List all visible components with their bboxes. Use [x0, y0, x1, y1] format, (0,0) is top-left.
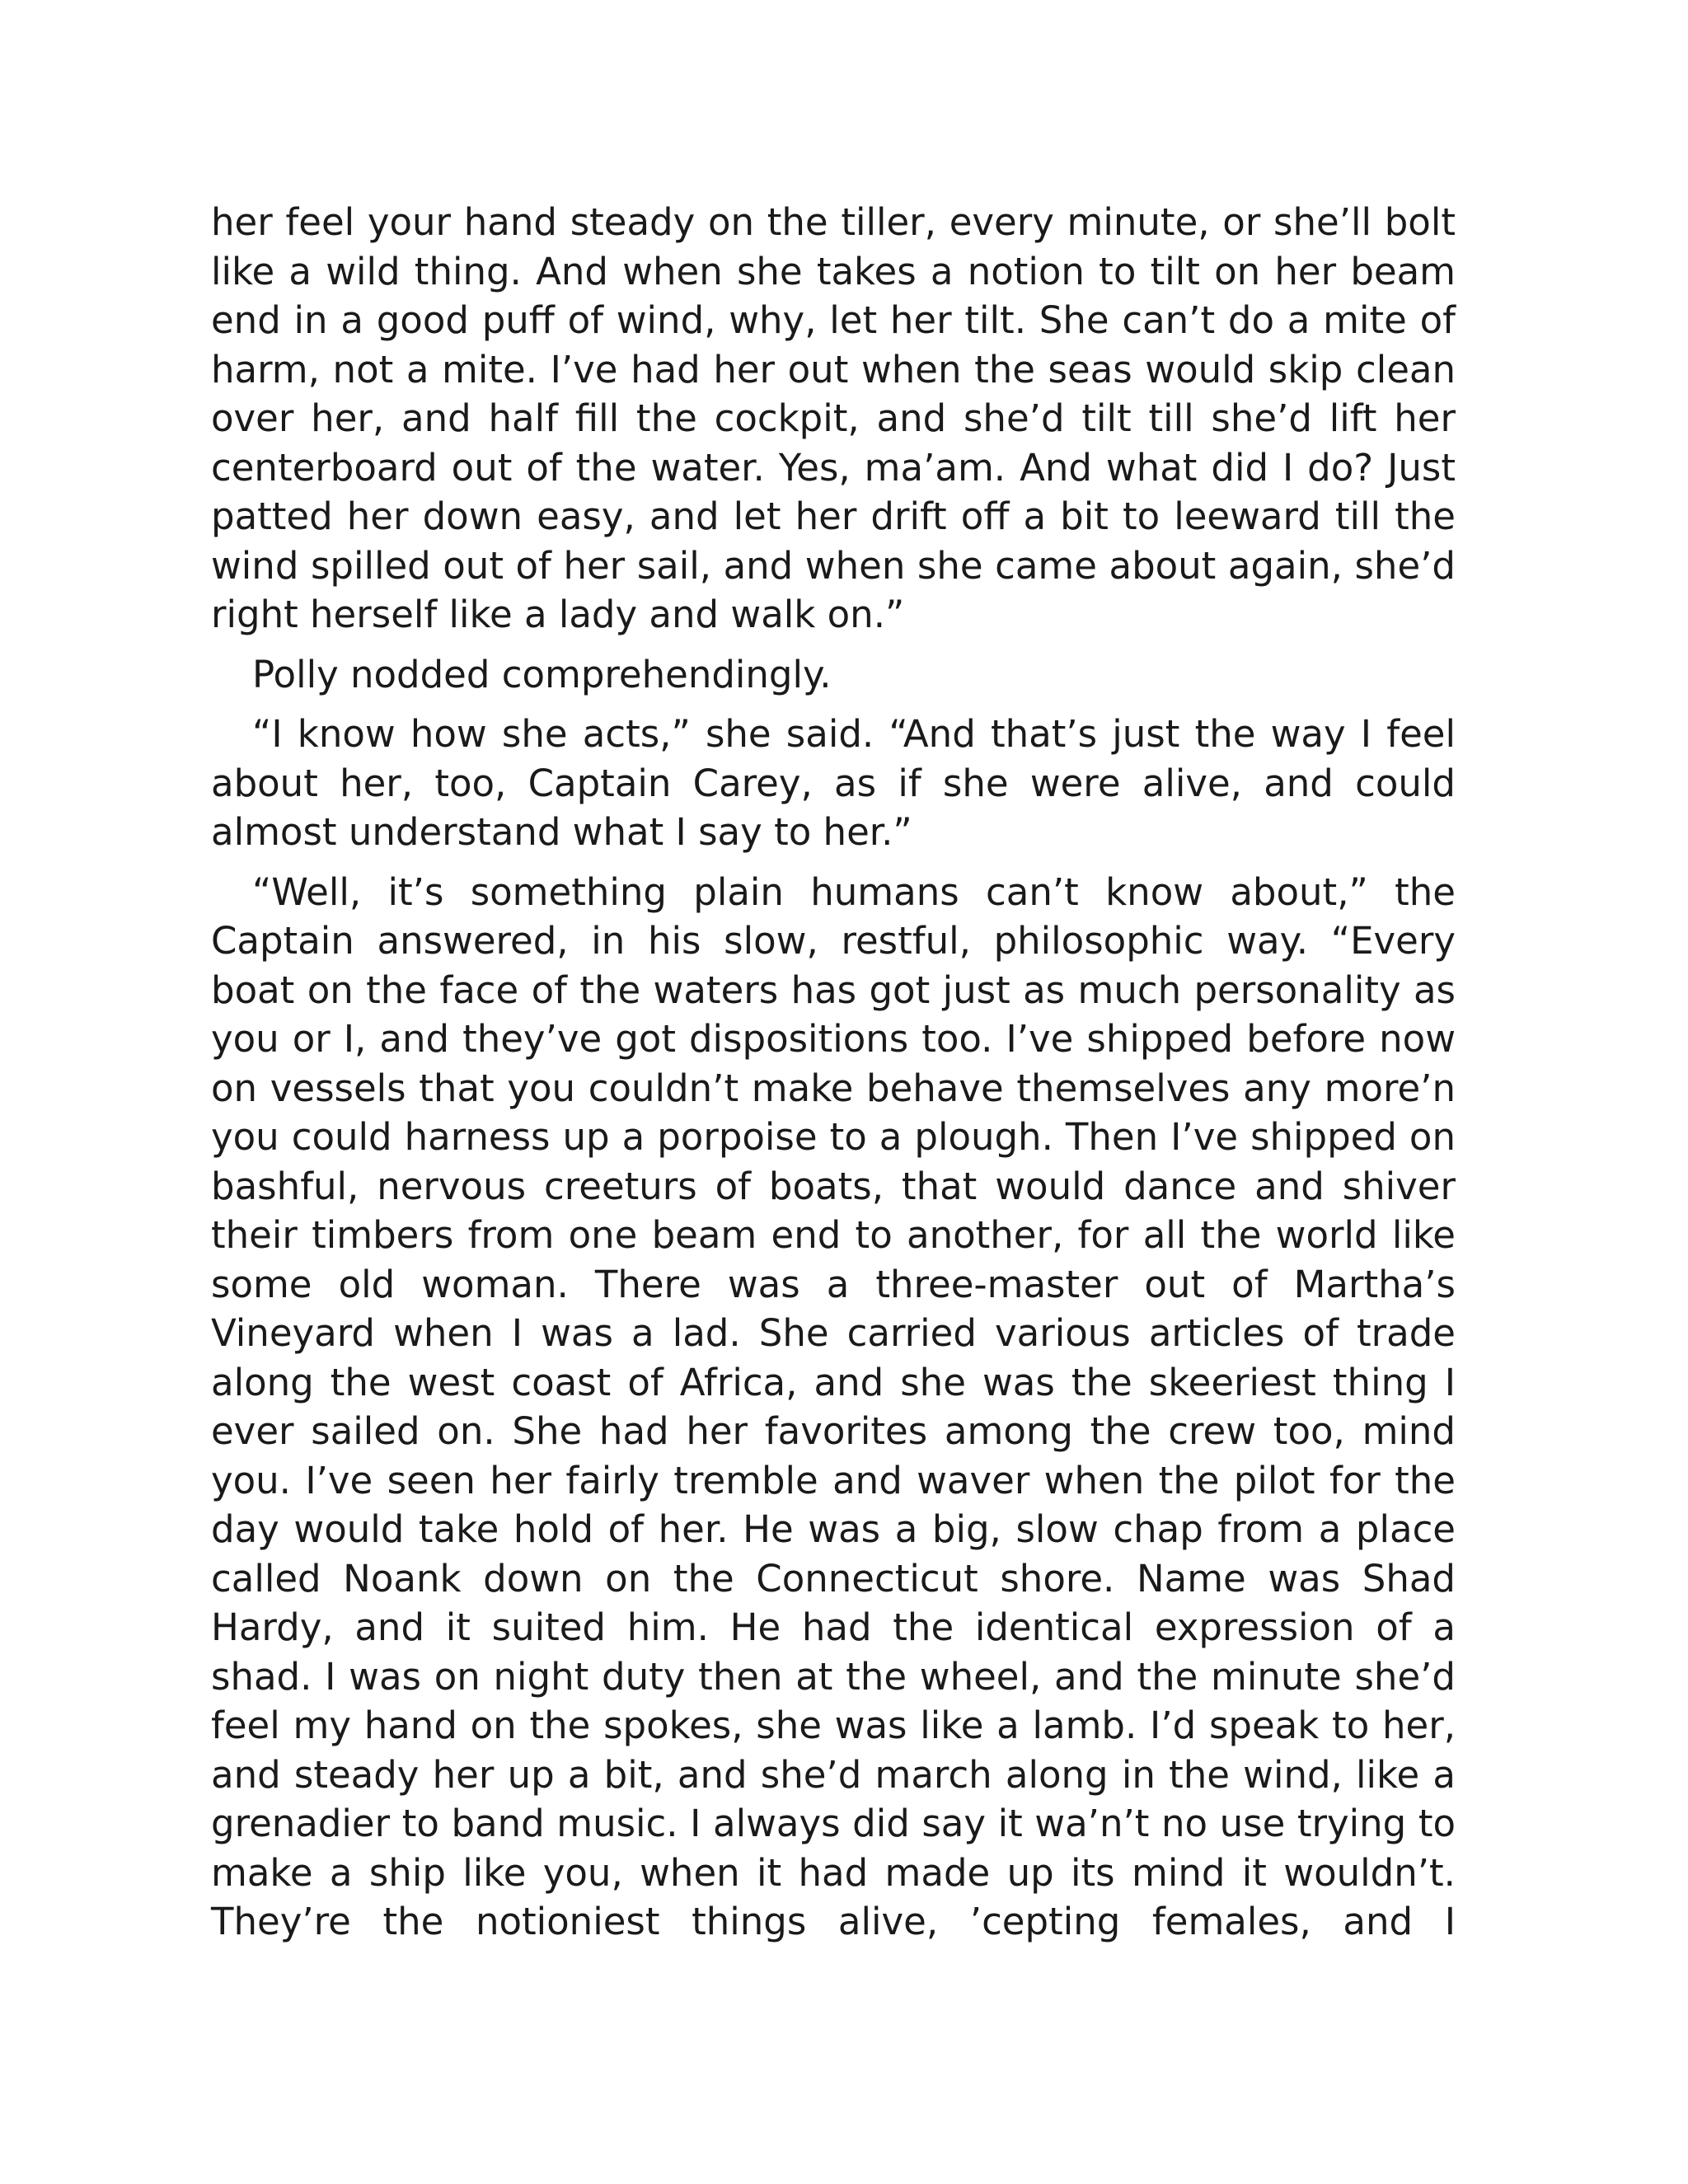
page-text	[211, 198, 1456, 1947]
paragraph-captain-instructions: her feel your hand steady on the tiller, every minute, or she’ll bolt like a wild thing. And when she takes a notion to tilt on her beam end in a good puff of wind, why, let her tilt. She can’t do a mite of harm, not a mite. I’ve had her out when the seas would skip clean over her, and half fill the cockpit, and she’d tilt till she’d lift her centerboard out of the water. Yes, ma’am. And what did I do? Just patted her down easy, and let her drift off a bit to leeward till the wind spilled out of her sail, and when she came about again, she’d right herself like a lady and walk on.”	[211, 200, 1456, 636]
paragraph-polly-reply: “I know how she acts,” she said. “And that’s just the way I feel about her, too, Captain Carey, as if she were alive, and could almost understand what I say to her.”	[211, 712, 1456, 854]
paragraph-polly-nodded: Polly nodded comprehendingly.	[252, 652, 832, 696]
paragraph-captain-story: “Well, it’s something plain humans can’t know about,” the Captain answered, in his slow, restful, philosophic way. “Every boat on the face of the waters has got just as much personality as you or I, and they’ve got dispositions too. I’ve shipped before now on vessels that you couldn’t make behave themselves any more’n you could harness up a porpoise to a plough. Then I’ve shipped on bashful, nervous creeturs of boats, that would dance and shiver their timbers from one beam end to another, for all the world like some old woman. There was a three-master out of Martha’s Vineyard when I was a lad. She carried various articles of trade along the west coast of Africa, and she was the skeeriest thing I ever sailed on. She had her favorites among the crew too, mind you. I’ve seen her fairly tremble and waver when the pilot for the day would take hold of her. He was a big, slow chap from a place called Noank down on the Connecticut shore. Name was Shad Hardy, and it suited him. He had the identical expression of a shad. I was on night duty then at the wheel, and the minute she’d feel my hand on the spokes, she was like a lamb. I’d speak to her, and steady her up a bit, and she’d march along in the wind, like a grenadier to band music. I always did say it wa’n’t no use trying to make a ship like you, when it had made up its mind it wouldn’t. They’re the notioniest things alive, ’cepting females, and I	[211, 869, 1456, 1943]
